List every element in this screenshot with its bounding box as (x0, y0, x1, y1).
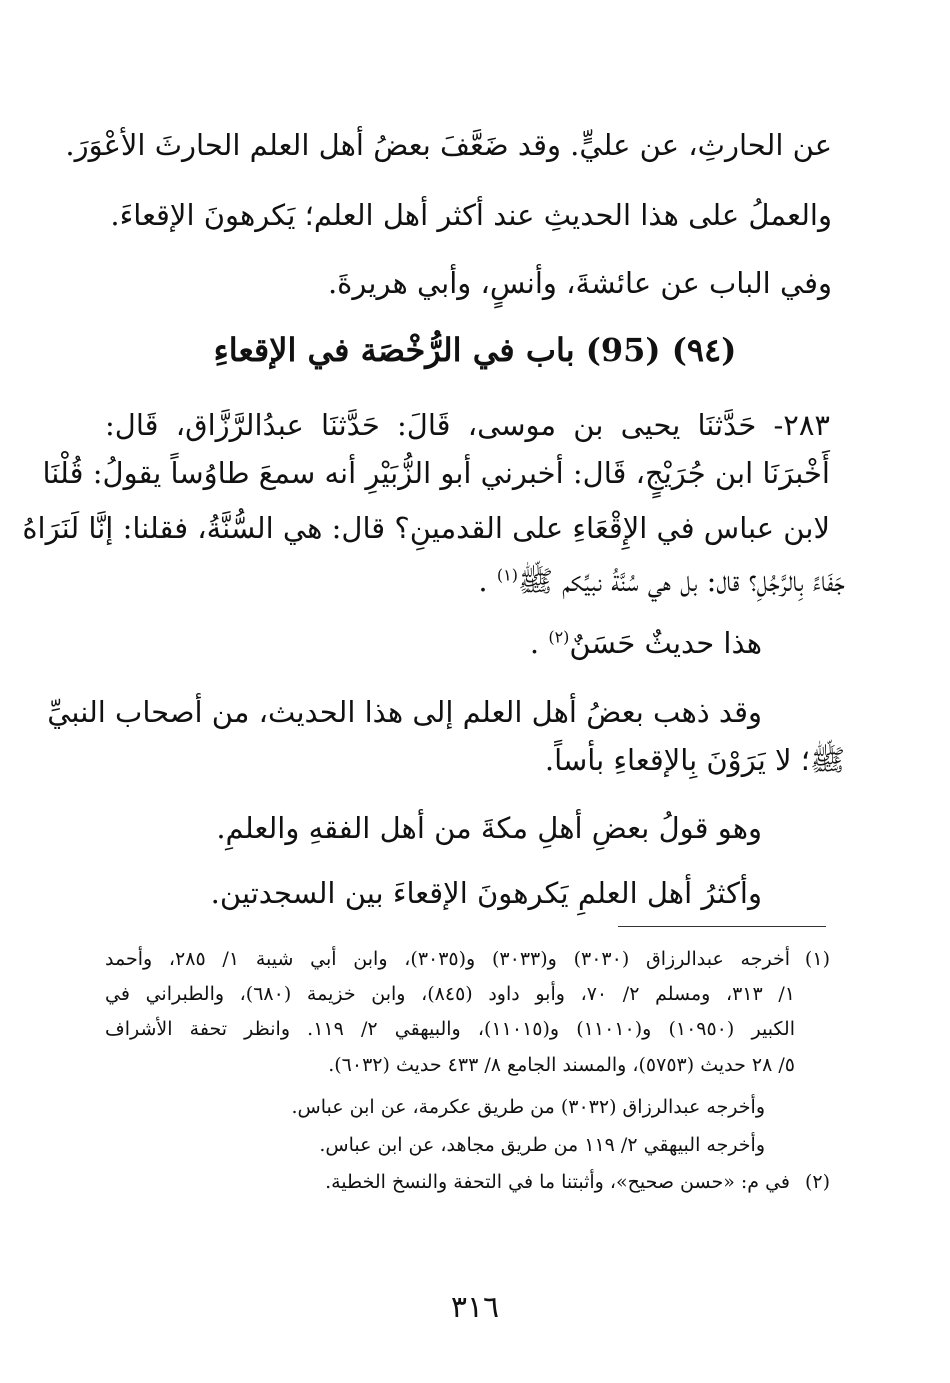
body-line: وفي الباب عن عائشةَ، وأنسٍ، وأبي هريرةَ. (327, 266, 832, 300)
hadith-line-end: . (478, 564, 497, 598)
footnote-line: الكبير (١٠٩٥٠) و(١١٠١٠) و(١١٠١٥)، والبيهقي ٢/ ١١٩. وانظر تحفة الأشراف (105, 1018, 795, 1040)
grading-line (530, 623, 762, 663)
hadith-line: أَخْبرَنَا ابن جُرَيْجٍ، قَال: أخبرني أبو الزُّبَيْرِ أنه سمعَ طاوُساً يقولُ: قُلْنَا (42, 456, 830, 490)
body-line: والعملُ على هذا الحديثِ عند أكثر أهل العلم؛ يَكرهونَ الإقعاءَ. (110, 198, 832, 232)
section-heading-text: (٩٤) (95) باب في الرُّخْصَة في الإقعاءِ (213, 331, 737, 369)
body-line: وأكثرُ أهل العلمِ يَكرهونَ الإقعاءَ بين السجدتين. (210, 876, 762, 910)
hadith-line (478, 561, 845, 601)
footnote-number: (١) (804, 948, 830, 970)
page-number: ٣١٦ (450, 1290, 500, 1325)
hadith-line-text: جَفَاءً بِالرَّجُلِ؟ قال: بل هي سُنَّةُ نبيِّكم ﷺ (517, 564, 845, 598)
footnote-separator (618, 926, 826, 927)
footnote-line: ٥/ ٢٨ حديث (٥٧٥٣)، والمسند الجامع ٨/ ٤٣٣ حديث (٦٠٣٢). (328, 1054, 795, 1076)
footnote-marker: (٢) (548, 627, 570, 647)
body-line: وقد ذهب بعضُ أهل العلم إلى هذا الحديث، من أصحاب النبيِّ (47, 695, 762, 729)
body-line: وهو قولُ بعضِ أهلِ مكةَ من أهل الفقهِ والعلمِ. (216, 811, 762, 845)
body-line: عن الحارثِ، عن عليٍّ. وقد ضَعَّفَ بعضُ أهل العلم الحارثَ الأعْوَرَ. (65, 128, 832, 162)
footnote-number: (٢) (804, 1171, 830, 1193)
grading-end: . (529, 626, 549, 660)
footnote-line (105, 944, 830, 974)
footnote-line: وأخرجه البيهقي ٢/ ١١٩ من طريق مجاهد، عن ابن عباس. (319, 1134, 765, 1156)
hadith-line: ٢٨٣- حَدَّثنَا يحيى بن موسى، قَالَ: حَدَّثنَا عبدُالرَّزَّاق، قَال: (105, 408, 830, 442)
body-line: ﷺ؛ لا يَرَوْنَ بِالإقعاءِ بأساً. (544, 743, 845, 777)
footnote-line: ١/ ٣١٣، ومسلم ٢/ ٧٠، وأبو داود (٨٤٥)، وابن خزيمة (٦٨٠)، والطبراني في (105, 983, 795, 1005)
footnote-marker: (١) (496, 565, 518, 585)
grading-text: هذا حديثٌ حَسَنٌ (569, 626, 762, 660)
footnote-text: في م: «حسن صحيح»، وأثبتنا ما في التحفة والنسخ الخطية. (325, 1171, 790, 1193)
footnote-line (325, 1167, 830, 1197)
section-heading (0, 328, 950, 372)
hadith-line: لابن عباس في الإِقْعَاءِ على القدمينِ؟ قال: هي السُّنَّةُ، فقلنا: إنَّا لَنَرَاهُ (22, 511, 830, 545)
footnote-text: أخرجه عبدالرزاق (٣٠٣٠) و(٣٠٣٣) و(٣٠٣٥)، وابن أبي شيبة ١/ ٢٨٥، وأحمد (105, 948, 790, 970)
footnote-line: وأخرجه عبدالرزاق (٣٠٣٢) من طريق عكرمة، عن ابن عباس. (291, 1096, 765, 1118)
